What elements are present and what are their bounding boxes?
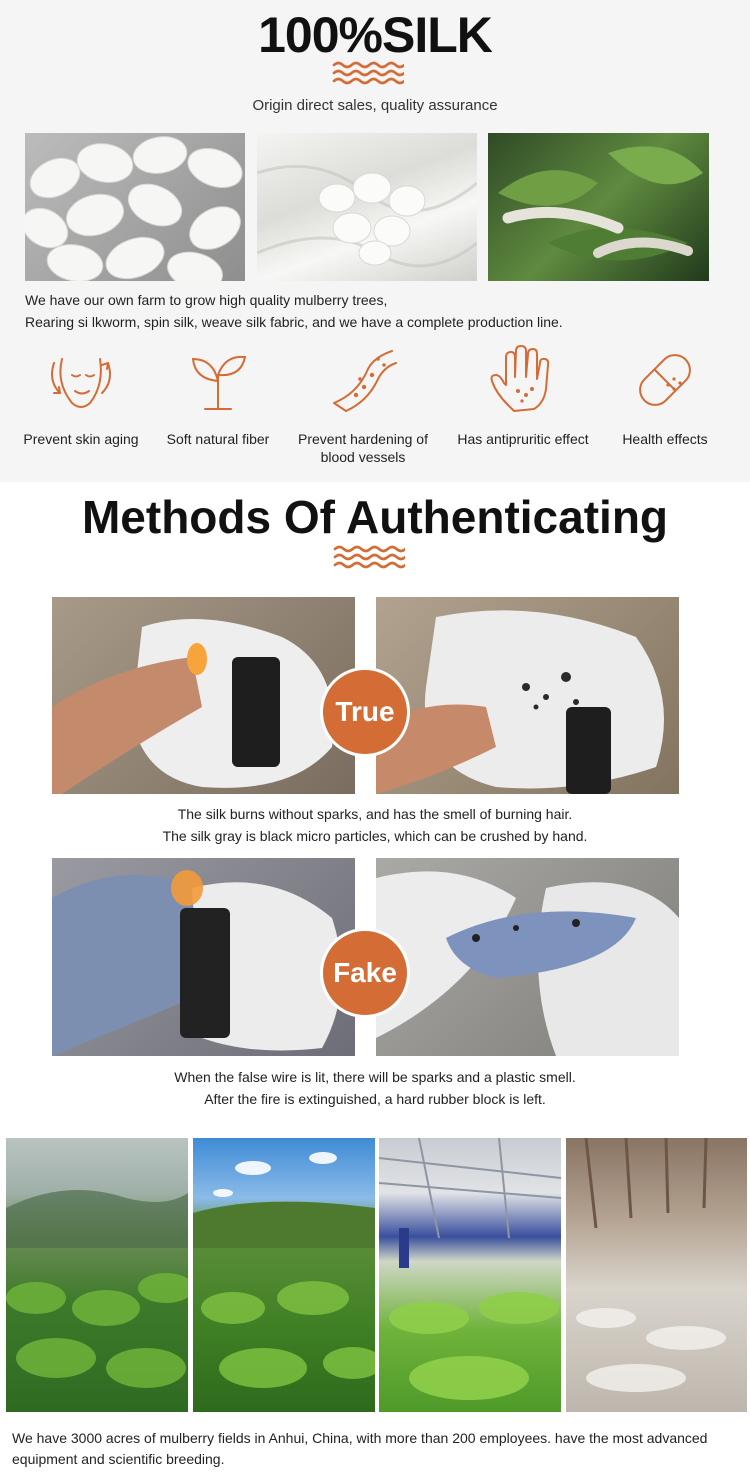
feature-item: [448, 345, 598, 448]
silkworm-house-photo: [379, 1138, 561, 1412]
wave-divider-icon: [332, 60, 404, 86]
capsule-icon: [630, 345, 700, 415]
page-title: 100%SILK: [258, 7, 492, 63]
silk-fabric-photo: [257, 133, 477, 281]
face-icon: [46, 345, 116, 415]
true-burn-photo-2: [376, 597, 679, 794]
mulberry-field-photo-1: [6, 1138, 188, 1412]
silkworm-photo: [488, 133, 709, 281]
page-subtitle: Origin direct sales, quality assurance: [252, 97, 498, 114]
feature-item: [143, 345, 293, 448]
intro-text-line1: We have our own farm to grow high quality mulberry trees,: [25, 292, 388, 308]
true-badge: True: [320, 667, 410, 757]
mulberry-field-photo-2: [193, 1138, 375, 1412]
feature-item: [6, 345, 156, 448]
cocoon-photo: [25, 133, 245, 281]
true-burn-photo-1: [52, 597, 355, 794]
feature-label: Prevent skin aging: [23, 431, 139, 447]
fake-caption-line2: After the fire is extinguished, a hard rubber block is left.: [204, 1091, 546, 1107]
true-caption-line2: The silk gray is black micro particles, which can be crushed by hand.: [162, 828, 588, 844]
feature-item: [590, 345, 740, 448]
feature-label: Prevent hardening of blood vessels: [298, 431, 428, 465]
cocoon-rearing-photo: [566, 1138, 747, 1412]
farm-description: We have 3000 acres of mulberry fields in Anhui, China, with more than 200 employees. have the most advanced equipment and scientific breeding.: [12, 1430, 708, 1467]
fake-burn-photo-1: [52, 858, 355, 1056]
true-caption-line1: The silk burns without sparks, and has the smell of burning hair.: [177, 806, 573, 822]
feature-label: Has antipruritic effect: [457, 431, 589, 447]
silk-intro-section: [0, 0, 750, 482]
wave-divider-icon: [333, 544, 405, 570]
hand-icon: [486, 345, 560, 415]
feature-label: Soft natural fiber: [166, 431, 270, 447]
fake-caption-line1: When the false wire is lit, there will be sparks and a plastic smell.: [174, 1069, 576, 1085]
fake-burn-photo-2: [376, 858, 679, 1056]
sprout-icon: [183, 345, 253, 415]
feature-label: Health effects: [622, 431, 708, 447]
feature-item: [288, 345, 438, 466]
vessel-icon: [328, 345, 398, 415]
methods-title: Methods Of Authenticating: [81, 491, 669, 543]
fake-badge: Fake: [320, 928, 410, 1018]
intro-text-line2: Rearing si lkworm, spin silk, weave silk fabric, and we have a complete production line.: [25, 314, 563, 330]
